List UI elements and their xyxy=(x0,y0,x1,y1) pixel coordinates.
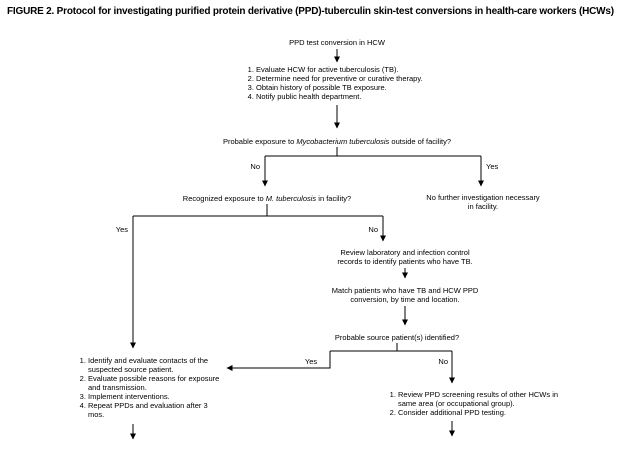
question-text-pre: Probable exposure to xyxy=(222,137,297,146)
question-exposure-in-facility xyxy=(167,194,367,203)
question-text-italic: M. tuberculosis xyxy=(265,194,317,203)
no-further-investigation-node: No further investigation necessary in facility. xyxy=(426,193,540,211)
branch-label-source-yes: Yes xyxy=(304,357,318,366)
branch-label-source-no: No xyxy=(438,357,448,366)
branch-label-facility-yes: Yes xyxy=(115,225,128,234)
initial-step-item: 2. Determine need for preventive or curative therapy. xyxy=(256,74,453,83)
question-text-italic: Mycobacterium tuberculosis xyxy=(296,137,390,146)
initial-step-item: 4. Notify public health department. xyxy=(256,92,453,101)
initial-step-item: 3. Obtain history of possible TB exposure. xyxy=(256,83,453,92)
question-text-pre: Recognized exposure to xyxy=(182,194,266,203)
branch-label-outside-no: No xyxy=(250,162,260,171)
contact-step-item: 4. Repeat PPDs and evaluation after 3 mos. xyxy=(88,401,222,419)
contact-step-item: 2. Evaluate possible reasons for exposure and transmission. xyxy=(88,374,222,392)
question-text-post: in facility? xyxy=(316,194,352,203)
match-patients-node: Match patients who have TB and HCW PPD conversion, by time and location. xyxy=(331,286,479,304)
contact-steps-list xyxy=(75,356,222,419)
question-source-identified: Probable source patient(s) identified? xyxy=(334,333,460,342)
branch-label-outside-yes: Yes xyxy=(486,162,499,171)
branch-label-facility-no: No xyxy=(368,225,378,234)
initial-steps-list xyxy=(243,65,453,101)
question-exposure-outside-facility xyxy=(187,137,487,146)
other-hcw-step-item: 2. Consider additional PPD testing. xyxy=(398,408,560,417)
initial-step-item: 1. Evaluate HCW for active tuberculosis (TB). xyxy=(256,65,453,74)
contact-step-item: 1. Identify and evaluate contacts of the suspected source patient. xyxy=(88,356,222,374)
start-node: PPD test conversion in HCW xyxy=(289,38,385,47)
other-hcw-steps-list xyxy=(385,390,560,417)
figure-title: FIGURE 2. Protocol for investigating purified protein derivative (PPD)-tuberculin skin-test conversions in health-care workers (HCWs) xyxy=(7,6,614,17)
contact-step-item: 3. Implement interventions. xyxy=(88,392,222,401)
review-records-node: Review laboratory and infection control records to identify patients who have TB. xyxy=(337,248,473,266)
question-text-post: outside of facility? xyxy=(389,137,452,146)
other-hcw-step-item: 1. Review PPD screening results of other HCWs in same area (or occupational group). xyxy=(398,390,560,408)
